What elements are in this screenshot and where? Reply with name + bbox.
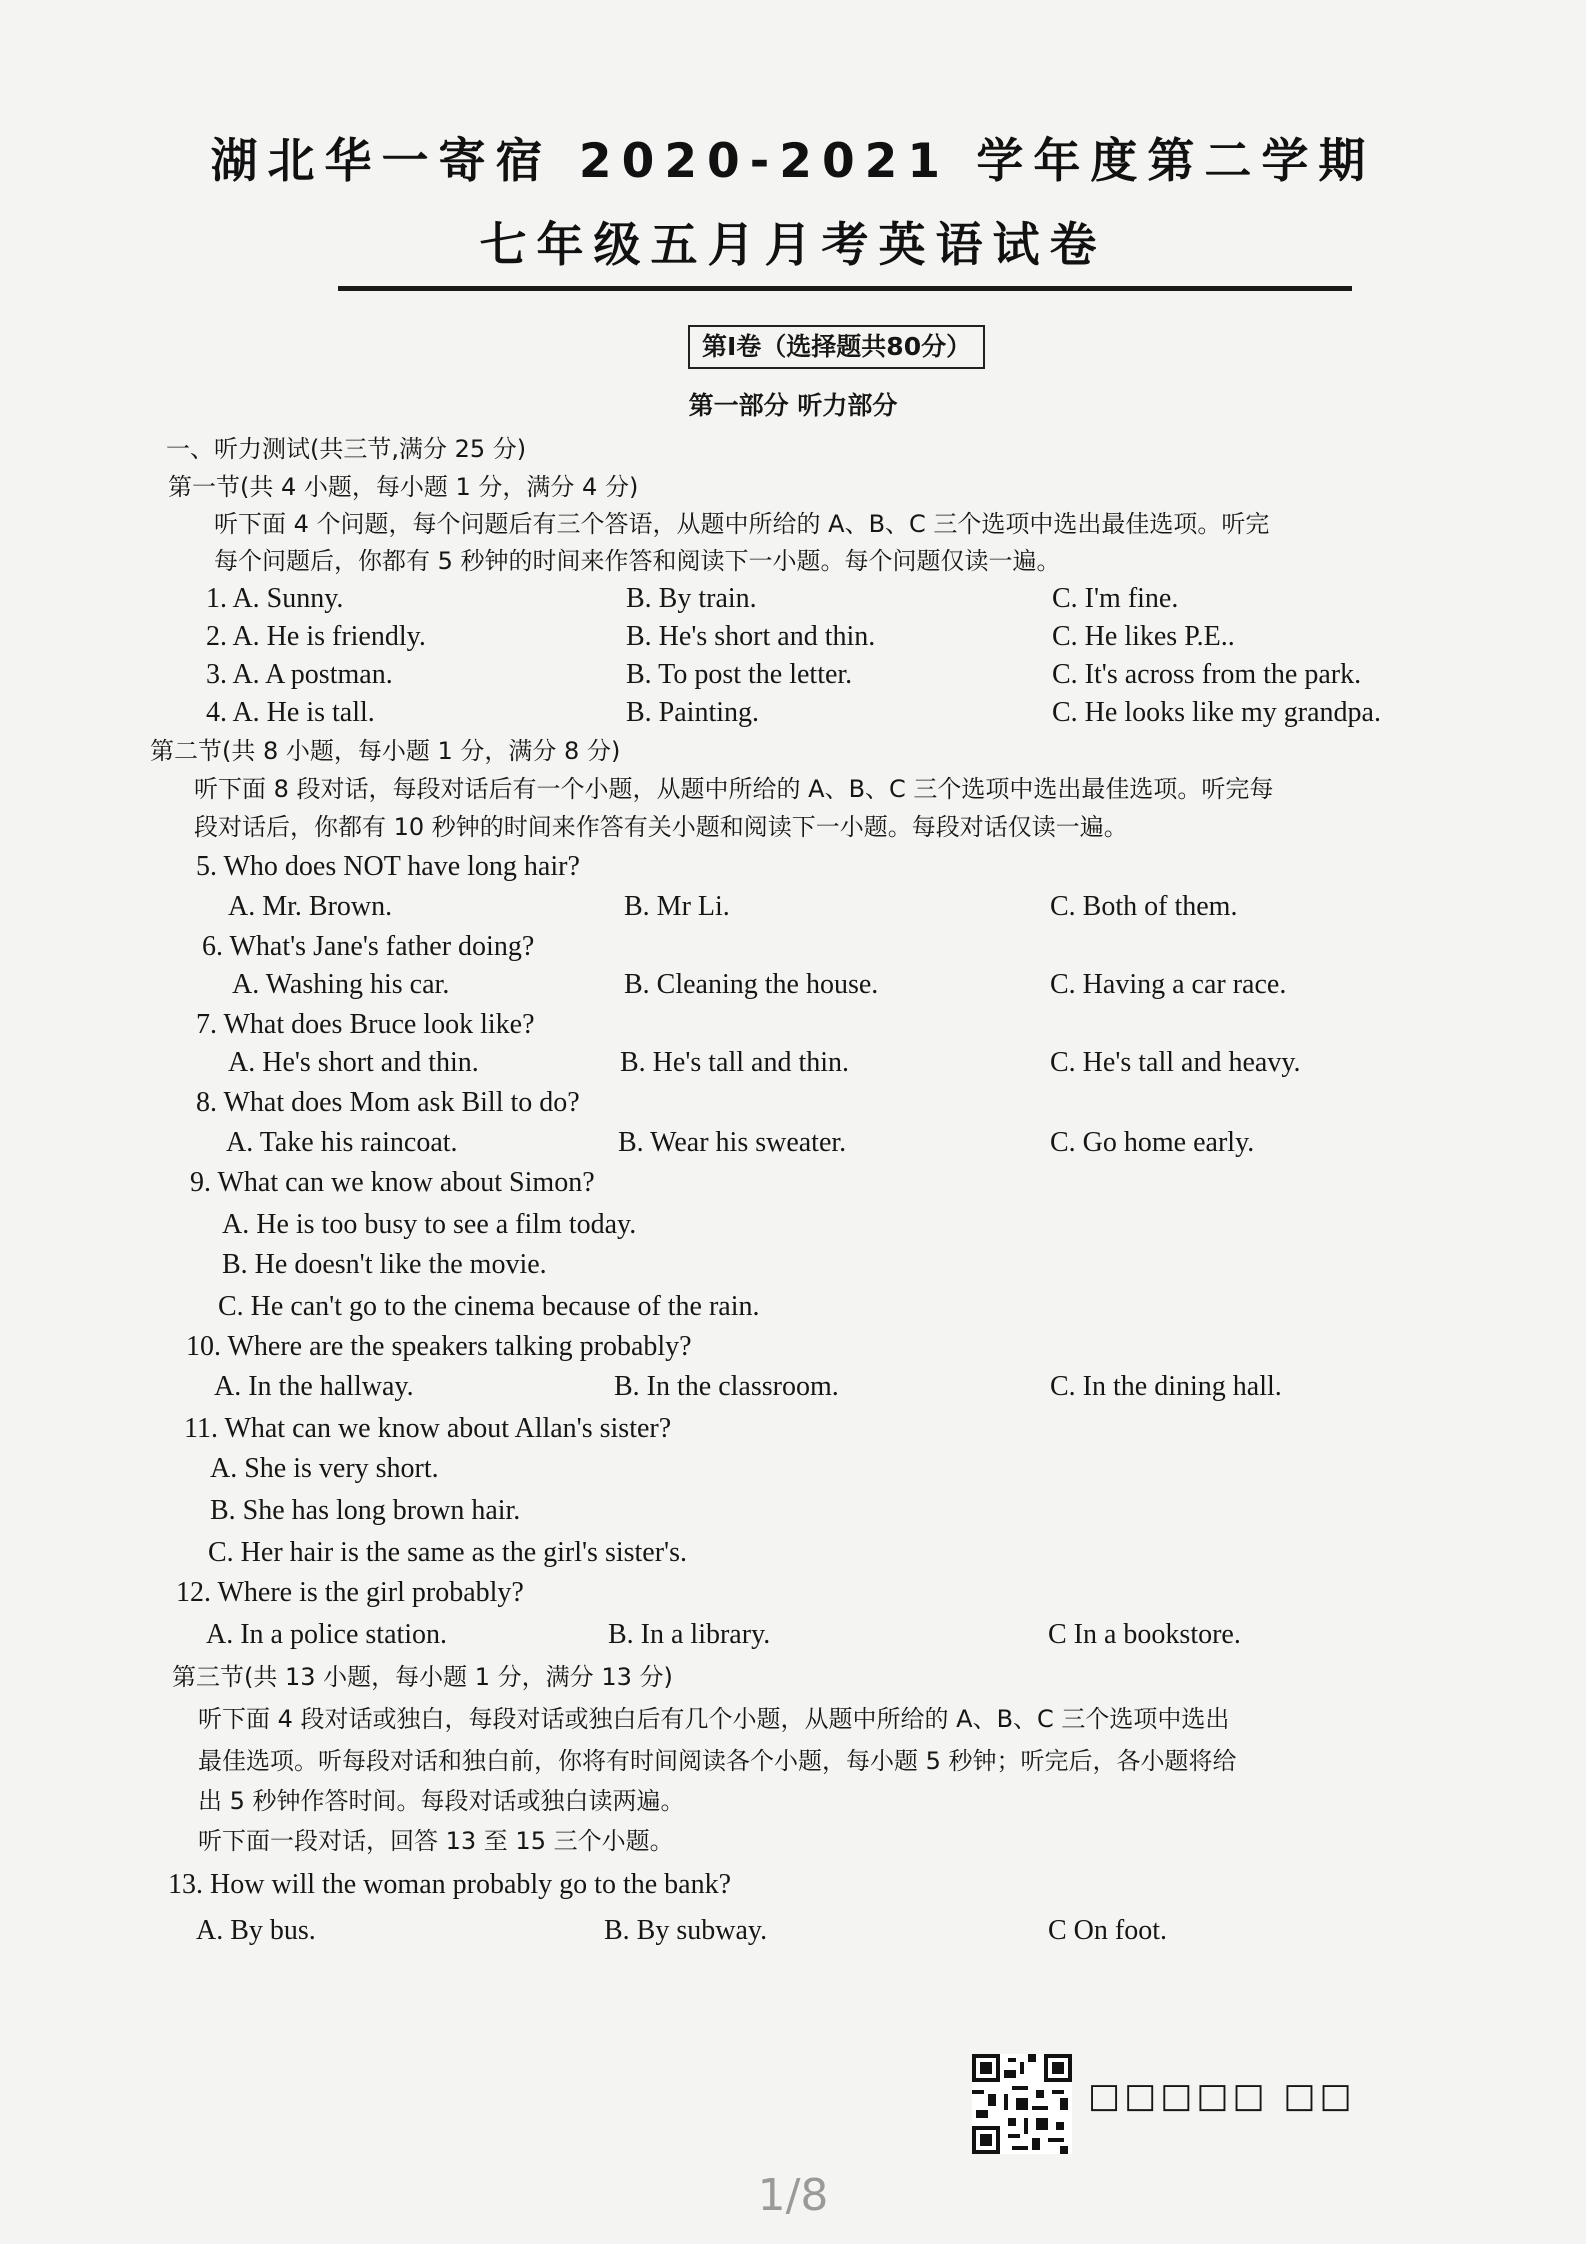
q6-option-c: C. Having a car race. bbox=[1050, 969, 1287, 1000]
q8-option-c: C. Go home early. bbox=[1050, 1127, 1255, 1158]
q9-question: 9. What can we know about Simon? bbox=[190, 1167, 595, 1198]
section1-title: 第一节(共 4 小题，每小题 1 分，满分 4 分) bbox=[168, 473, 639, 501]
q4-option-c: C. He looks like my grandpa. bbox=[1052, 697, 1381, 728]
q12-question: 12. Where is the girl probably? bbox=[176, 1577, 524, 1608]
section3-instructions-1: 听下面 4 段对话或独白，每段对话或独白后有几个小题，从题中所给的 A、B、C 三个选项中选出 bbox=[198, 1705, 1230, 1733]
q13-option-b: B. By subway. bbox=[604, 1915, 768, 1946]
q10-option-b: B. In the classroom. bbox=[614, 1371, 839, 1402]
q2-option-c: C. He likes P.E.. bbox=[1052, 621, 1235, 652]
q7-option-a: A. He's short and thin. bbox=[228, 1047, 479, 1078]
q10-option-a: A. In the hallway. bbox=[214, 1371, 414, 1402]
section1-instructions-1: 听下面 4 个问题，每个问题后有三个答语，从题中所给的 A、B、C 三个选项中选出最佳选项。听完 bbox=[214, 510, 1270, 538]
q1-option-b: B. By train. bbox=[626, 583, 757, 614]
q9-option-c: C. He can't go to the cinema because of the rain. bbox=[218, 1291, 760, 1322]
q7-option-b: B. He's tall and thin. bbox=[620, 1047, 850, 1078]
q1-option-a: 1. A. Sunny. bbox=[206, 583, 344, 614]
section1-instructions-2: 每个问题后，你都有 5 秒钟的时间来作答和阅读下一小题。每个问题仅读一遍。 bbox=[214, 547, 1061, 575]
section3-title: 第三节(共 13 小题，每小题 1 分，满分 13 分) bbox=[172, 1663, 673, 1691]
qr-caption: □□□□□ □□ bbox=[1088, 2076, 1356, 2116]
q13-option-c: C On foot. bbox=[1048, 1915, 1167, 1946]
q2-option-a: 2. A. He is friendly. bbox=[206, 621, 426, 652]
q3-option-a: 3. A. A postman. bbox=[206, 659, 393, 690]
q7-option-c: C. He's tall and heavy. bbox=[1050, 1047, 1301, 1078]
section-main-title: 一、听力测试(共三节,满分 25 分) bbox=[166, 435, 527, 463]
q9-option-b: B. He doesn't like the movie. bbox=[222, 1249, 547, 1280]
q8-option-b: B. Wear his sweater. bbox=[618, 1127, 847, 1158]
q6-option-b: B. Cleaning the house. bbox=[624, 969, 879, 1000]
q5-option-a: A. Mr. Brown. bbox=[228, 891, 393, 922]
q3-option-b: B. To post the letter. bbox=[626, 659, 853, 690]
q12-option-c: C In a bookstore. bbox=[1048, 1619, 1241, 1650]
section2-title: 第二节(共 8 小题，每小题 1 分，满分 8 分) bbox=[150, 737, 621, 765]
volume-label: 第Ⅰ卷（选择题共80分） bbox=[688, 325, 985, 369]
q4-option-b: B. Painting. bbox=[626, 697, 760, 728]
exam-title-line2: 七年级五月月考英语试卷 bbox=[479, 218, 1107, 273]
section3-instructions-4: 听下面一段对话，回答 13 至 15 三个小题。 bbox=[198, 1827, 674, 1855]
section2-instructions-1: 听下面 8 段对话，每段对话后有一个小题，从题中所给的 A、B、C 三个选项中选出最佳选项。听完每 bbox=[194, 775, 1274, 803]
q8-question: 8. What does Mom ask Bill to do? bbox=[196, 1087, 580, 1118]
q5-option-c: C. Both of them. bbox=[1050, 891, 1238, 922]
q6-option-a: A. Washing his car. bbox=[232, 969, 450, 1000]
q7-question: 7. What does Bruce look like? bbox=[196, 1009, 535, 1040]
q11-option-b: B. She has long brown hair. bbox=[210, 1495, 521, 1526]
exam-title-line1: 湖北华一寄宿 2020-2021 学年度第二学期 bbox=[210, 134, 1376, 189]
q6-question: 6. What's Jane's father doing? bbox=[202, 931, 535, 962]
q5-option-b: B. Mr Li. bbox=[624, 891, 730, 922]
q13-option-a: A. By bus. bbox=[196, 1915, 316, 1946]
q11-option-c: C. Her hair is the same as the girl's sister's. bbox=[208, 1537, 687, 1568]
q2-option-b: B. He's short and thin. bbox=[626, 621, 876, 652]
part-heading: 第一部分 听力部分 bbox=[688, 391, 898, 420]
q5-question: 5. Who does NOT have long hair? bbox=[196, 851, 580, 882]
section2-instructions-2: 段对话后，你都有 10 秒钟的时间来作答有关小题和阅读下一小题。每段对话仅读一遍。 bbox=[194, 813, 1128, 841]
q8-option-a: A. Take his raincoat. bbox=[226, 1127, 458, 1158]
section3-instructions-3: 出 5 秒钟作答时间。每段对话或独白读两遍。 bbox=[198, 1787, 685, 1815]
q10-question: 10. Where are the speakers talking probably? bbox=[186, 1331, 692, 1362]
section3-instructions-2: 最佳选项。听每段对话和独白前，你将有时间阅读各个小题，每小题 5 秒钟；听完后，各小题将给 bbox=[198, 1747, 1237, 1775]
q1-option-c: C. I'm fine. bbox=[1052, 583, 1179, 614]
q11-question: 11. What can we know about Allan's sister? bbox=[184, 1413, 672, 1444]
q13-question: 13. How will the woman probably go to the bank? bbox=[168, 1869, 732, 1900]
qr-code-icon bbox=[972, 2054, 1072, 2154]
q11-option-a: A. She is very short. bbox=[210, 1453, 439, 1484]
q3-option-c: C. It's across from the park. bbox=[1052, 659, 1362, 690]
q9-option-a: A. He is too busy to see a film today. bbox=[222, 1209, 637, 1240]
q10-option-c: C. In the dining hall. bbox=[1050, 1371, 1282, 1402]
q12-option-a: A. In a police station. bbox=[206, 1619, 448, 1650]
q12-option-b: B. In a library. bbox=[608, 1619, 771, 1650]
title-divider bbox=[338, 286, 1352, 291]
page-indicator: 1/8 bbox=[757, 2170, 829, 2221]
q4-option-a: 4. A. He is tall. bbox=[206, 697, 375, 728]
